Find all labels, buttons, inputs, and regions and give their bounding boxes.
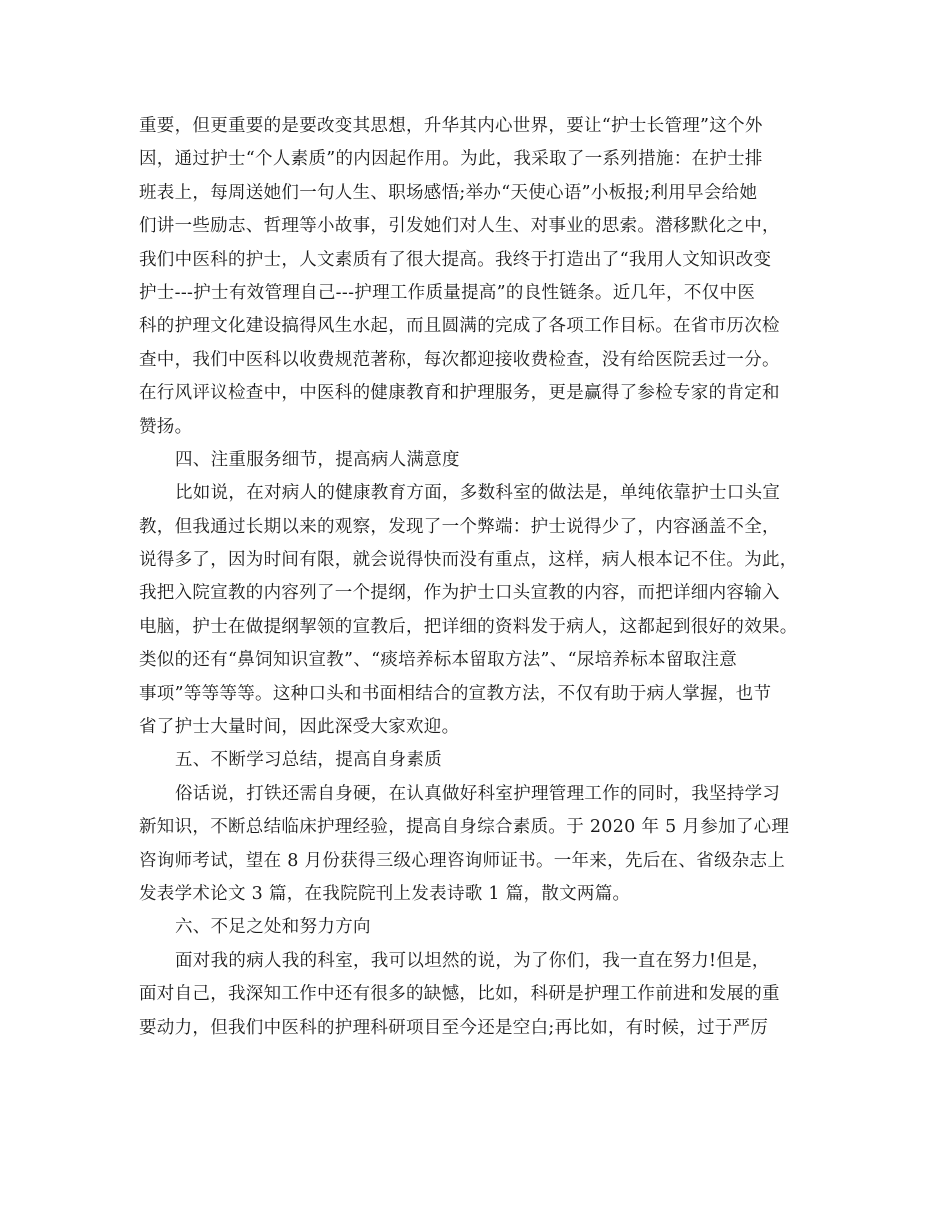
text-line: 俗话说，打铁还需自身硬，在认真做好科室护理管理工作的同时，我坚持学习 — [175, 783, 781, 804]
text-line: 班表上，每周送她们一句人生、职场感悟;举办“天使心语”小板报;利用早会给她 — [139, 182, 758, 203]
text-line: 新知识，不断总结临床护理经验，提高自身综合素质。于 2020 年 5 月参加了心理 — [139, 817, 790, 838]
text-line: 电脑，护士在做提纲挈领的宣教后，把详细的资料发于病人，这都起到很好的效果。 — [139, 616, 798, 637]
text-line: 我把入院宣教的内容列了一个提纲，作为护士口头宣教的内容，而把详细内容输入 — [139, 583, 780, 604]
text-line: 护士---护士有效管理自己---护理工作质量提高”的良性链条。近几年，不仅中医 — [139, 282, 756, 303]
text-line: 咨询师考试，望在 8 月份获得三级心理咨询师证书。一年来，先后在、省级杂志上 — [139, 850, 786, 871]
text-line: 要动力，但我们中医科的护理科研项目至今还是空白;再比如，有时候，过于严厉 — [139, 1017, 769, 1038]
text-line: 重要，但更重要的是要改变其思想，升华其内心世界，要让“护士长管理”这个外 — [139, 116, 763, 136]
text-line: 面对自己，我深知工作中还有很多的缺憾，比如，科研是护理工作前进和发展的重 — [139, 984, 780, 1005]
text-line: 说得多了，因为时间有限，就会说得快而没有重点，这样，病人根本记不住。为此， — [139, 550, 798, 571]
text-line: 六、不足之处和努力方向 — [175, 917, 371, 938]
text-line: 发表学术论文 3 篇，在我院院刊上发表诗歌 1 篇，散文两篇。 — [139, 883, 631, 904]
text-line: 四、注重服务细节，提高病人满意度 — [175, 449, 460, 470]
text-line: 我们中医科的护士，人文素质有了很大提高。我终于打造出了“我用人文知识改变 — [139, 249, 772, 270]
text-line: 查中，我们中医科以收费规范著称，每次都迎接收费检查，没有给医院丢过一分。 — [139, 349, 780, 370]
text-line: 事项”等等等等。这种口头和书面相结合的宣教方法，不仅有助于病人掌握，也节 — [139, 683, 772, 704]
text-line: 因，通过护士“个人素质”的内因起作用。为此，我采取了一系列措施：在护士排 — [139, 149, 763, 170]
text-line: 们讲一些励志、哲理等小故事，引发她们对人生、对事业的思索。潜移默化之中， — [139, 216, 780, 237]
text-line: 五、不断学习总结，提高自身素质 — [175, 750, 442, 771]
document-body — [139, 110, 819, 1045]
text-line: 赞扬。 — [139, 416, 193, 437]
text-line: 省了护士大量时间，因此深受大家欢迎。 — [139, 717, 460, 738]
text-line: 比如说，在对病人的健康教育方面，多数科室的做法是，单纯依靠护士口头宣 — [175, 483, 781, 504]
text-line: 科的护理文化建设搞得风生水起，而且圆满的完成了各项工作目标。在省市历次检 — [139, 316, 780, 337]
text-line: 在行风评议检查中，中医科的健康教育和护理服务，更是赢得了参检专家的肯定和 — [139, 383, 780, 404]
text-line: 类似的还有“鼻饲知识宣教”、“痰培养标本留取方法”、“尿培养标本留取注意 — [139, 650, 738, 671]
text-line: 教，但我通过长期以来的观察，发现了一个弊端：护士说得少了，内容涵盖不全， — [139, 516, 780, 537]
text-line: 面对我的病人我的科室，我可以坦然的说，为了你们，我一直在努力!但是， — [175, 950, 770, 971]
